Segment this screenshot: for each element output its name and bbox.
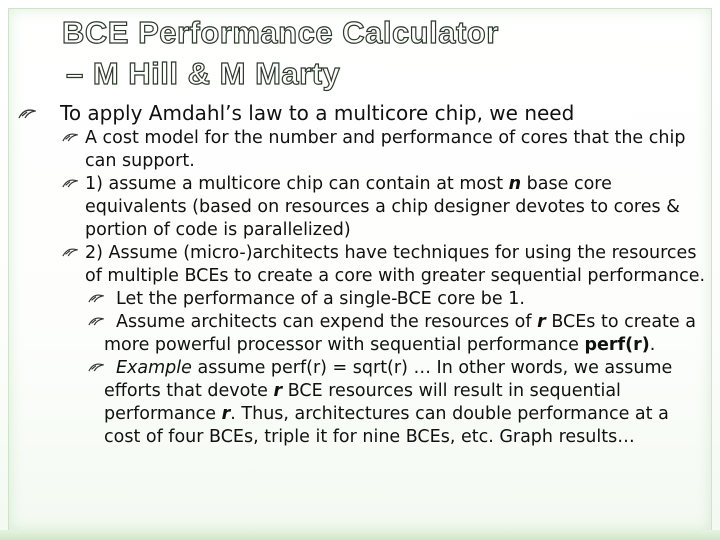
sub-bullet-single-bce [18,288,708,311]
slide-body [18,100,708,449]
sub-bullet-example-text [104,357,708,449]
text-run: Let the performance of a single-BCE core be 1. [116,289,525,309]
bottom-accent-bar [0,530,720,540]
bullet-cost-model [18,127,708,173]
slide-title [62,12,702,94]
text-run: BCE resources will result in sequential performance [104,381,621,424]
text-run: . Thus, architectures can double performance at a cost of four BCEs, triple it for nine BCEs, etc. Graph results… [104,404,669,447]
variable-r: r [537,312,546,332]
bullet-main [18,100,708,127]
sub-bullet-expend [18,311,708,357]
quill-flourish-icon [62,247,80,261]
text-run: Assume architects can expend the resources of [116,312,538,332]
text-run: . [649,335,656,355]
text-run: assume perf(r) = sqrt(r) … In other words, we assume efforts that devote [104,358,673,401]
bullet-cost-model-text: A cost model for the number and performance of cores that the chip can support. [85,128,686,171]
sub-bullet-example [18,357,708,449]
text-run: base core equivalents (based on resources a chip designer devotes to cores & portion of code is parallelized) [85,174,680,240]
bullet-main-text: To apply Amdahl’s law to a multicore chip, we need [60,101,575,125]
sub-bullet-expend-text [104,311,708,357]
example-label: Example [116,358,192,378]
quill-flourish-icon [88,362,106,376]
quill-flourish-icon [62,132,80,146]
sub-bullet-single-bce-text [104,288,708,311]
variable-n: n [508,174,522,194]
bullet-assume-n [18,173,708,242]
variable-r: r [273,381,283,401]
quill-flourish-icon [62,178,80,192]
title-line-2: – M Hill & M Marty [66,56,341,91]
perf-r-term: perf(r) [584,335,650,355]
quill-flourish-icon [88,316,106,330]
bullet-architects [18,242,708,288]
quill-flourish-icon [88,293,106,307]
bullet-assume-n-text [85,173,708,242]
title-line-1: BCE Performance Calculator [62,15,499,50]
quill-flourish-icon [18,108,36,122]
text-run: 1) assume a multicore chip can contain at most [85,174,509,194]
bullet-architects-text: 2) Assume (micro-)architects have techniques for using the resources of multiple BCEs to create a core with greater sequential performance. [85,243,706,286]
variable-r: r [221,404,231,424]
text-run: BCEs to create a more powerful processor with sequential performance [104,312,696,355]
